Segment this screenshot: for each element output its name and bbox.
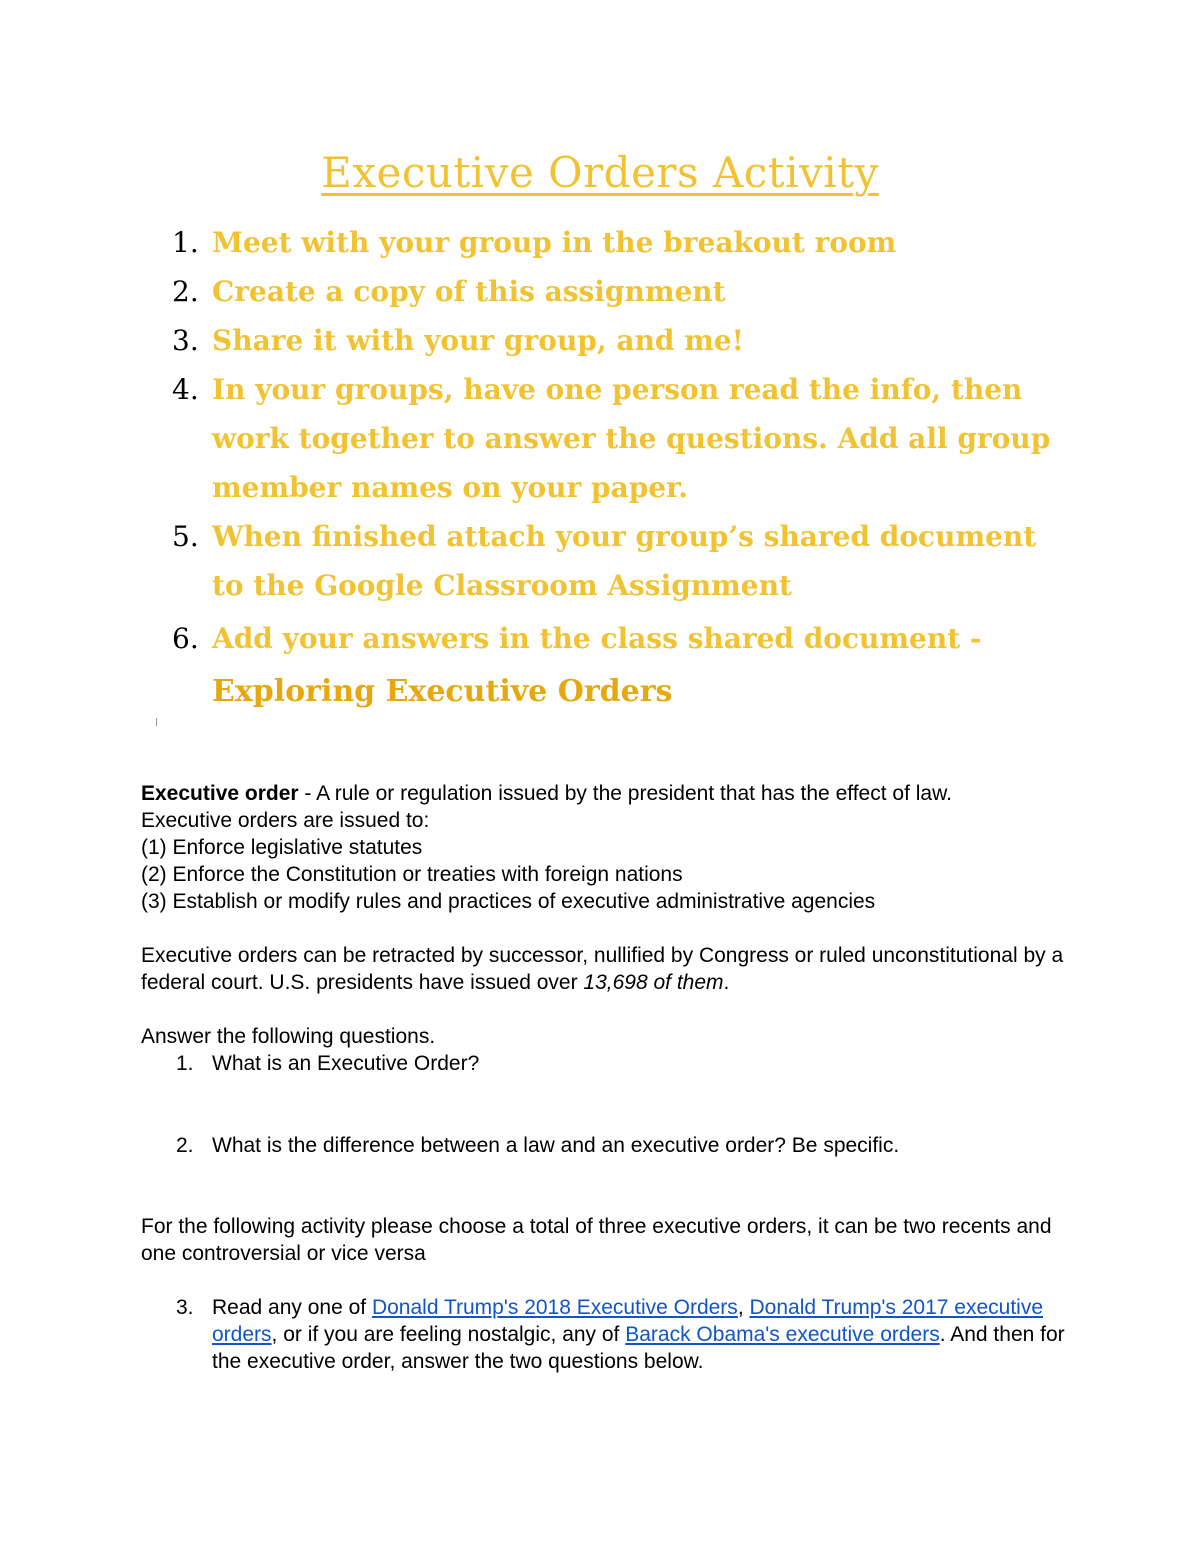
step-item	[172, 365, 1072, 512]
retraction-end: .	[723, 971, 730, 994]
question-list	[141, 1050, 1081, 1159]
step-number: 5.	[172, 520, 199, 553]
question-item	[141, 1050, 1081, 1077]
step-text: When finished attach your group’s shared document to the Google Classroom Assignment	[212, 520, 1037, 602]
step-item	[172, 267, 1072, 316]
question-text: , or if you are feeling nostalgic, any of	[271, 1323, 626, 1346]
question-text: . And then for the executive order, answer the two questions below.	[212, 1323, 1065, 1373]
question-text: What is an Executive Order?	[212, 1052, 480, 1075]
step-number: 2.	[172, 275, 199, 308]
retraction-paragraph	[141, 942, 1081, 996]
definition-item: (2) Enforce the Constitution or treaties with foreign nations	[141, 863, 683, 886]
step-number: 6.	[172, 622, 199, 655]
question-number: 2.	[176, 1134, 194, 1157]
step-number: 1.	[172, 226, 199, 259]
step-text: In your groups, have one person read the info, then work together to answer the questions. Add all group member names on your paper.	[212, 373, 1051, 504]
question-item	[141, 1132, 1081, 1159]
step-item	[172, 512, 1072, 610]
definition-text: - A rule or regulation issued by the president that has the effect of law.	[298, 782, 952, 805]
activity-intro: For the following activity please choose a total of three executive orders, it can be two recents and one controversial or vice versa	[141, 1215, 1052, 1265]
question-item	[141, 1294, 1081, 1375]
document-body	[141, 780, 1081, 1375]
obama-orders-link[interactable]: Barack Obama's executive orders	[625, 1323, 940, 1346]
step-text: Create a copy of this assignment	[212, 275, 726, 308]
question-number: 1.	[176, 1052, 194, 1075]
trump-2018-orders-link[interactable]: Donald Trump's 2018 Executive Orders	[371, 1296, 738, 1319]
cursor-mark	[156, 718, 157, 726]
step-item	[172, 316, 1072, 365]
step-text: Share it with your group, and me!	[212, 324, 744, 357]
retraction-count: 13,698 of them	[583, 971, 724, 994]
question-text: What is the difference between a law and an executive order? Be specific.	[212, 1134, 900, 1157]
retraction-text: Executive orders can be retracted by successor, nullified by Congress or ruled unconstitutional by a federal court. U.S. presidents have issued over	[141, 944, 1064, 994]
step-number: 3.	[172, 324, 199, 357]
answer-prompt: Answer the following questions.	[141, 1025, 436, 1048]
step-item	[172, 218, 1072, 267]
page-title: Executive Orders Activity	[321, 148, 879, 197]
instruction-steps	[172, 218, 1072, 716]
step-text: Add your answers in the class shared document -	[212, 622, 982, 655]
question-number: 3.	[176, 1296, 194, 1319]
question-text: Read any one of	[212, 1296, 372, 1319]
question-text: ,	[737, 1296, 750, 1319]
definition-item: (3) Establish or modify rules and practices of executive administrative agencies	[141, 890, 876, 913]
step-number: 4.	[172, 373, 199, 406]
definition-paragraph	[141, 780, 1081, 807]
definition-term: Executive order	[141, 782, 299, 805]
trump-2017-orders-link[interactable]: Donald Trump's 2017 executive orders	[212, 1296, 1043, 1346]
definition-item: (1) Enforce legislative statutes	[141, 836, 423, 859]
step-text: Meet with your group in the breakout room	[212, 226, 897, 259]
definition-intro: Executive orders are issued to:	[141, 809, 430, 832]
question-list-3	[141, 1294, 1081, 1375]
step-item	[172, 614, 1072, 716]
shared-document-name: Exploring Executive Orders	[212, 674, 673, 709]
